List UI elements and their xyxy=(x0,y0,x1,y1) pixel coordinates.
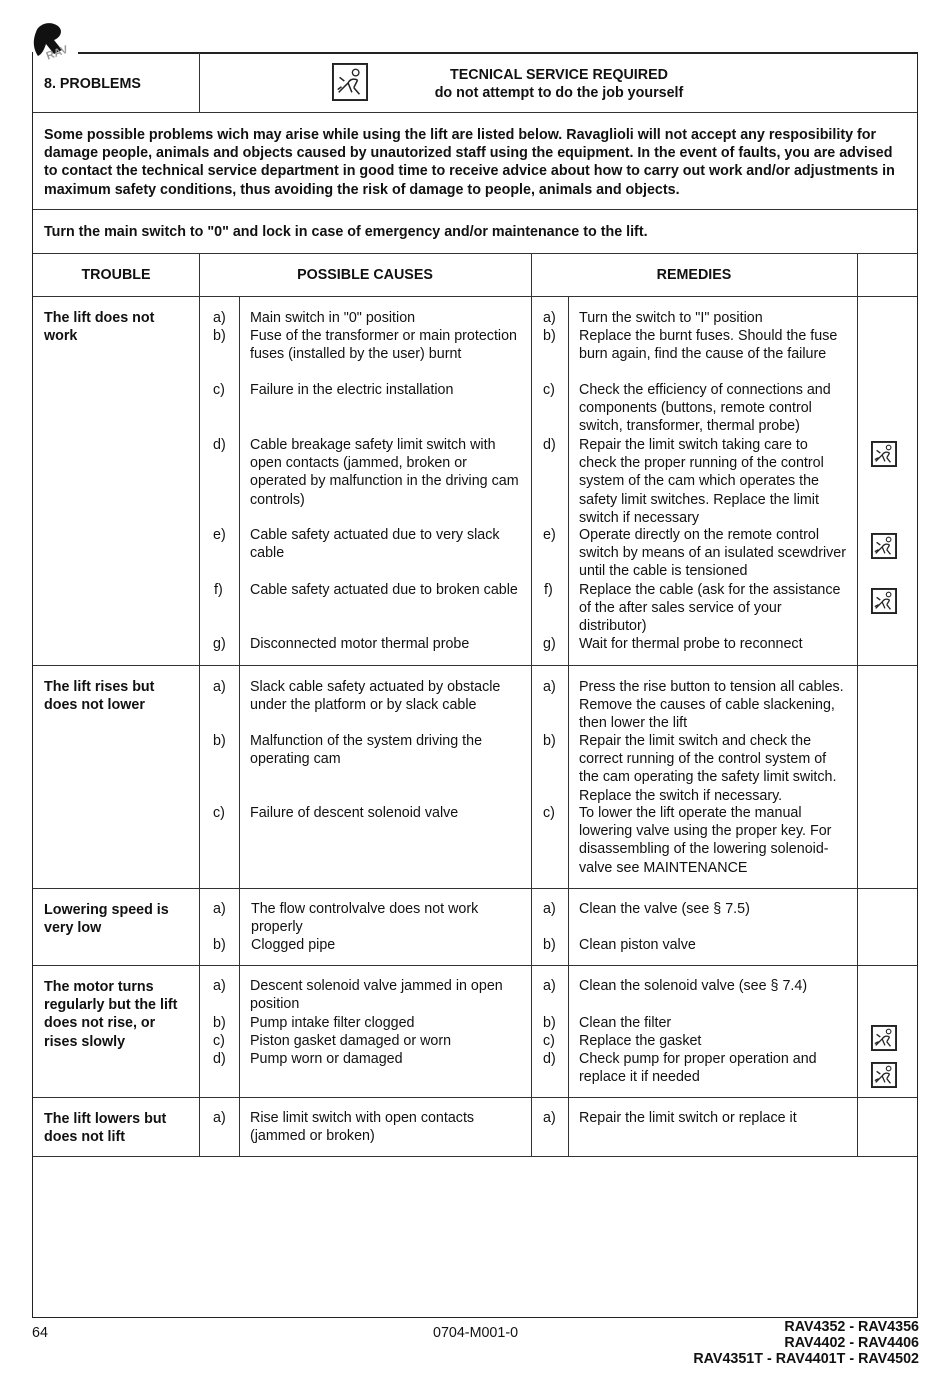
cause-text: Cable breakage safety limit switch with open contacts (jammed, broken or operated by malfunction in the driving cam controls) xyxy=(250,437,519,508)
cause-text: Failure of descent solenoid valve xyxy=(250,805,459,821)
item-letter: d) xyxy=(213,437,226,453)
item-letter: c) xyxy=(213,1033,225,1049)
item-letter: g) xyxy=(543,636,556,652)
remedy-text: Repair the limit switch or replace it xyxy=(579,1110,797,1126)
main-switch-note: Turn the main switch to "0" and lock in case of emergency and/or maintenance to the lift. xyxy=(44,224,648,240)
item-letter: b) xyxy=(213,937,226,953)
page-number: 64 xyxy=(32,1325,48,1341)
cause-text: Rise limit switch with open contacts (jammed or broken) xyxy=(250,1110,475,1145)
remedy-text: To lower the lift operate the manual lowering valve using the proper key. For disassembling of the lowering solenoid-valve see MAINTENANCE xyxy=(579,805,832,876)
item-letter: c) xyxy=(213,805,225,821)
divider xyxy=(33,209,917,210)
divider xyxy=(33,112,917,113)
divider xyxy=(199,52,200,113)
models-line-1: RAV4352 - RAV4356 xyxy=(784,1319,919,1335)
remedy-text: Replace the gasket xyxy=(579,1033,702,1049)
item-letter: a) xyxy=(213,679,226,695)
divider xyxy=(33,665,917,666)
remedy-text: Wait for thermal probe to reconnect xyxy=(579,636,803,652)
divider xyxy=(531,253,532,1157)
technician-wrench-icon xyxy=(871,533,897,559)
item-letter: b) xyxy=(213,1015,226,1031)
service-required-title: TECNICAL SERVICE REQUIRED xyxy=(450,67,668,83)
item-letter: a) xyxy=(543,310,556,326)
cause-text: Clogged pipe xyxy=(251,937,336,953)
remedy-text: Clean the filter xyxy=(579,1015,672,1031)
item-letter: f) xyxy=(544,582,553,598)
cause-text: Main switch in "0" position xyxy=(250,310,416,326)
item-letter: b) xyxy=(213,328,226,344)
divider xyxy=(33,965,917,966)
item-letter: c) xyxy=(543,382,555,398)
cause-text: Failure in the electric installation xyxy=(250,382,454,398)
technician-wrench-icon xyxy=(871,441,897,467)
remedy-text: Replace the burnt fuses. Should the fuse burn again, find the cause of the failure xyxy=(579,328,838,363)
item-letter: b) xyxy=(543,937,556,953)
models-line-2: RAV4402 - RAV4406 xyxy=(784,1335,919,1351)
cause-text: Malfunction of the system driving the operating cam xyxy=(250,733,483,768)
item-letter: e) xyxy=(213,527,226,543)
item-letter: a) xyxy=(213,978,226,994)
item-letter: c) xyxy=(213,382,225,398)
remedy-text: Clean the solenoid valve (see § 7.4) xyxy=(579,978,808,994)
column-header-causes: POSSIBLE CAUSES xyxy=(297,267,433,283)
divider xyxy=(568,296,569,1157)
remedy-text: Repair the limit switch taking care to check the proper running of the control system of the cam which operates the safety limit switches. Replace the limit switch if necessary xyxy=(579,437,824,526)
item-letter: a) xyxy=(543,679,556,695)
item-letter: f) xyxy=(214,582,223,598)
divider xyxy=(33,1097,917,1098)
document-code: 0704-M001-0 xyxy=(433,1325,519,1341)
remedy-text: Check pump for proper operation and replace it if needed xyxy=(579,1051,817,1086)
trouble-label: The motor turns regularly but the lift does not rise, or rises slowly xyxy=(44,979,178,1050)
item-letter: a) xyxy=(543,978,556,994)
trouble-label: The lift lowers but does not lift xyxy=(44,1111,167,1146)
item-letter: a) xyxy=(213,310,226,326)
column-header-remedies: REMEDIES xyxy=(656,267,732,283)
item-letter: e) xyxy=(543,527,556,543)
remedy-text: Operate directly on the remote control switch by means of an isulated scewdriver until the cable is tensioned xyxy=(579,527,846,580)
intro-paragraph: Some possible problems wich may arise while using the lift are listed below. Ravaglioli will not accept any resposibility for damage people, animals and objects caused by unautorized staff using the equipment. In the event of faults, you are advised to contact the technical service department in good time to receive advice about how to carry out work and/or adjustments in maximum safety conditions, thus avoiding the risk of damage to people, animals and objects. xyxy=(44,127,895,198)
technician-wrench-icon xyxy=(871,1025,897,1051)
item-letter: d) xyxy=(543,1051,556,1067)
item-letter: d) xyxy=(213,1051,226,1067)
trouble-label: The lift rises but does not lower xyxy=(44,679,155,714)
service-required-subtitle: do not attempt to do the job yourself xyxy=(434,85,684,101)
cause-text: Pump worn or damaged xyxy=(250,1051,403,1067)
remedy-text: Turn the switch to "I" position xyxy=(579,310,763,326)
divider xyxy=(33,888,917,889)
item-letter: a) xyxy=(213,1110,226,1126)
technician-wrench-icon xyxy=(871,1062,897,1088)
remedy-text: Check the efficiency of connections and components (buttons, remote control switch, transformer, thermal probe) xyxy=(579,382,831,435)
divider xyxy=(199,253,200,1157)
remedy-text: Press the rise button to tension all cables. Remove the causes of cable slackening, then lower the lift xyxy=(579,679,844,732)
item-letter: g) xyxy=(213,636,226,652)
item-letter: b) xyxy=(213,733,226,749)
remedy-text: Clean the valve (see § 7.5) xyxy=(579,901,750,917)
divider xyxy=(33,296,917,297)
remedy-text: Clean piston valve xyxy=(579,937,696,953)
item-letter: b) xyxy=(543,733,556,749)
section-title: 8. PROBLEMS xyxy=(44,76,141,92)
cause-text: Slack cable safety actuated by obstacle under the platform or by slack cable xyxy=(250,679,501,714)
divider xyxy=(33,253,917,254)
item-letter: a) xyxy=(543,901,556,917)
remedy-text: Replace the cable (ask for the assistance of the after sales service of your distributor) xyxy=(579,582,841,635)
svg-text:RAV: RAV xyxy=(44,43,70,63)
trouble-label: Lowering speed is very low xyxy=(44,902,169,937)
divider xyxy=(239,296,240,1157)
column-header-trouble: TROUBLE xyxy=(81,267,151,283)
models-line-3: RAV4351T - RAV4401T - RAV4502 xyxy=(693,1351,919,1367)
divider xyxy=(857,253,858,1157)
technician-wrench-icon xyxy=(332,63,368,101)
technician-wrench-icon xyxy=(871,588,897,614)
cause-text: Descent solenoid valve jammed in open position xyxy=(250,978,503,1013)
item-letter: c) xyxy=(543,1033,555,1049)
item-letter: b) xyxy=(543,328,556,344)
divider xyxy=(33,1156,917,1157)
item-letter: d) xyxy=(543,437,556,453)
remedy-text: Repair the limit switch and check the correct running of the control system of the cam operating the safety limit switch. Replace the switch if necessary. xyxy=(579,733,837,804)
item-letter: c) xyxy=(543,805,555,821)
cause-text: The flow controlvalve does not work properly xyxy=(251,901,479,936)
item-letter: b) xyxy=(543,1015,556,1031)
cause-text: Pump intake filter clogged xyxy=(250,1015,415,1031)
item-letter: a) xyxy=(543,1110,556,1126)
trouble-label: The lift does not work xyxy=(44,310,155,345)
cause-text: Cable safety actuated due to very slack cable xyxy=(250,527,500,562)
item-letter: a) xyxy=(213,901,226,917)
cause-text: Fuse of the transformer or main protection fuses (installed by the user) burnt xyxy=(250,328,517,363)
cause-text: Piston gasket damaged or worn xyxy=(250,1033,452,1049)
cause-text: Disconnected motor thermal probe xyxy=(250,636,470,652)
cause-text: Cable safety actuated due to broken cable xyxy=(250,582,518,598)
